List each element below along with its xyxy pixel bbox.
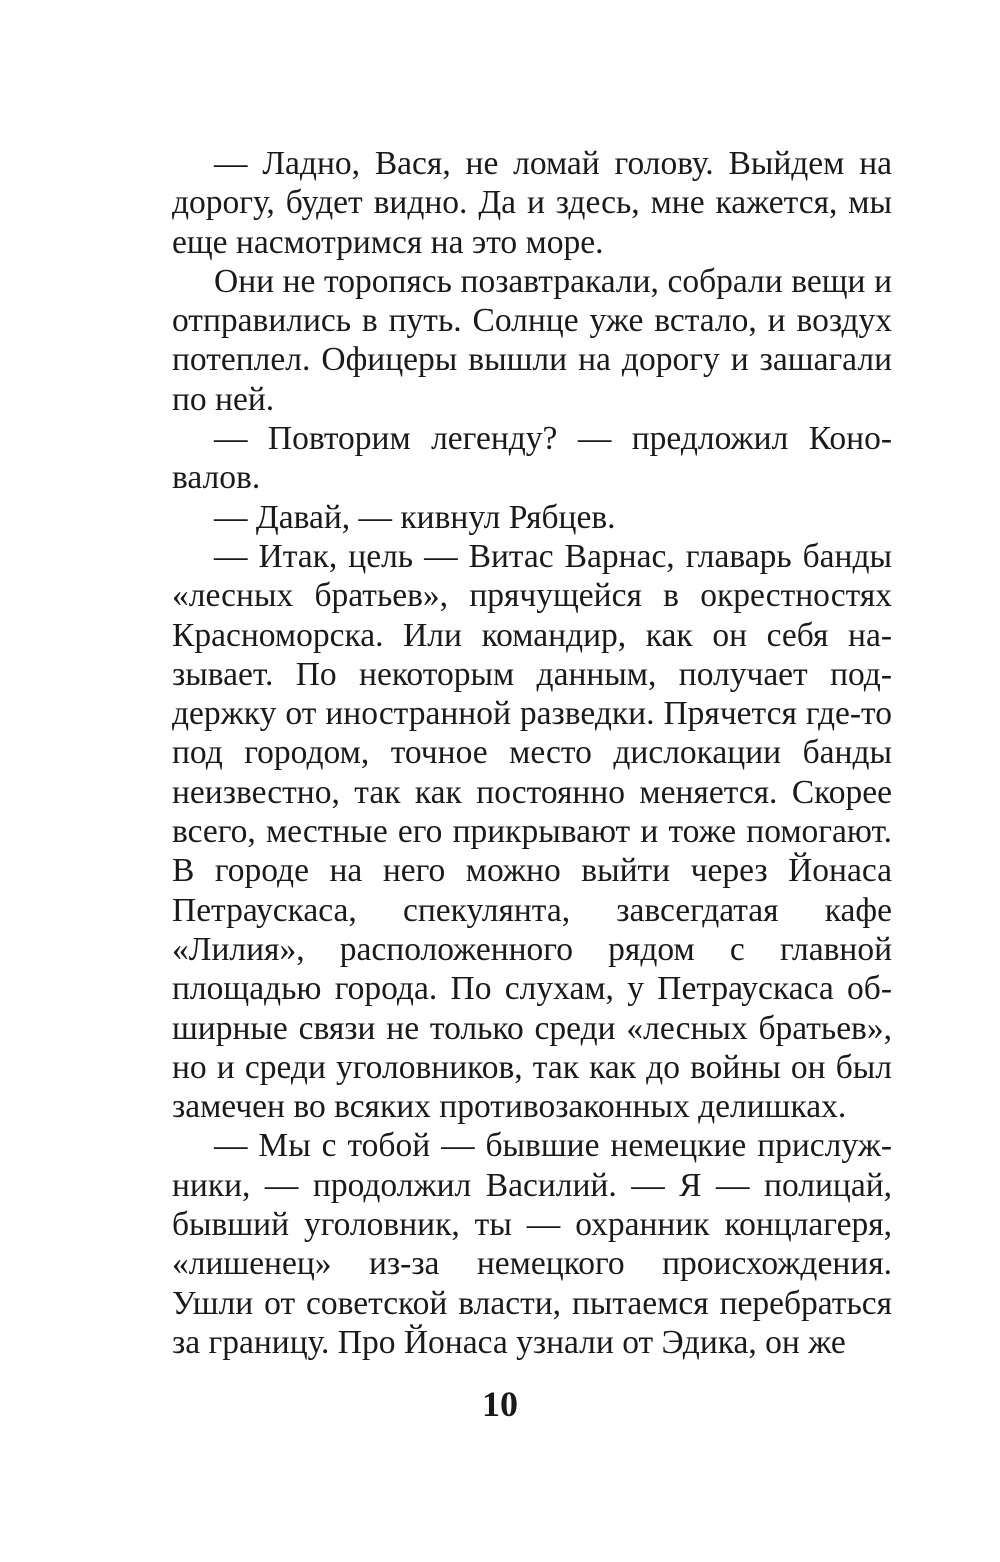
paragraph: — Повторим легенду? — предложил Коновалов. bbox=[172, 420, 892, 497]
paragraph: — Давай, — кивнул Рябцев. bbox=[214, 498, 616, 536]
body-text bbox=[172, 144, 892, 1362]
page-number: 10 bbox=[482, 1384, 518, 1424]
paragraph: — Мы с тобой — бывшие немецкие прислужники, — продолжил Василий. — Я — полицай, бывший уголовник, ты — охранник концлагеря, «лишенец» из-за немецкого происхождения. Ушли от советской власти, пытаемся перебраться за границу. Про Йонаса узнали от Эдика, он же bbox=[172, 1127, 892, 1361]
paragraph: — Итак, цель — Витас Варнас, главарь банды «лесных братьев», прячущейся в окрестностях Красноморска. Или командир, как он себя называет. По некоторым данным, получает поддержку от иностранной разведки. Прячется где-то под городом, точное место дислокации банды неизвестно, так как постоянно меняется. Скорее всего, местные его прикрывают и тоже помогают. В городе на него можно выйти через Йонаса Петраускаса, спекулянта, завсегдатая кафе «Лилия», расположенного рядом с главной площадью города. По слухам, у Петраускаса обширные связи не только среди «лесных братьев», но и среди уголовников, так как до войны он был замечен во всяких противозаконных делишках. bbox=[172, 537, 892, 1126]
paragraph: Они не торопясь позавтракали, собрали вещи и отправились в путь. Солнце уже встало, и воздух потеплел. Офицеры вышли на дорогу и зашагали по ней. bbox=[172, 262, 892, 418]
paragraph: — Ладно, Вася, не ломай голову. Выйдем на дорогу, будет видно. Да и здесь, мне кажется, мы еще насмотримся на это море. bbox=[172, 145, 892, 261]
